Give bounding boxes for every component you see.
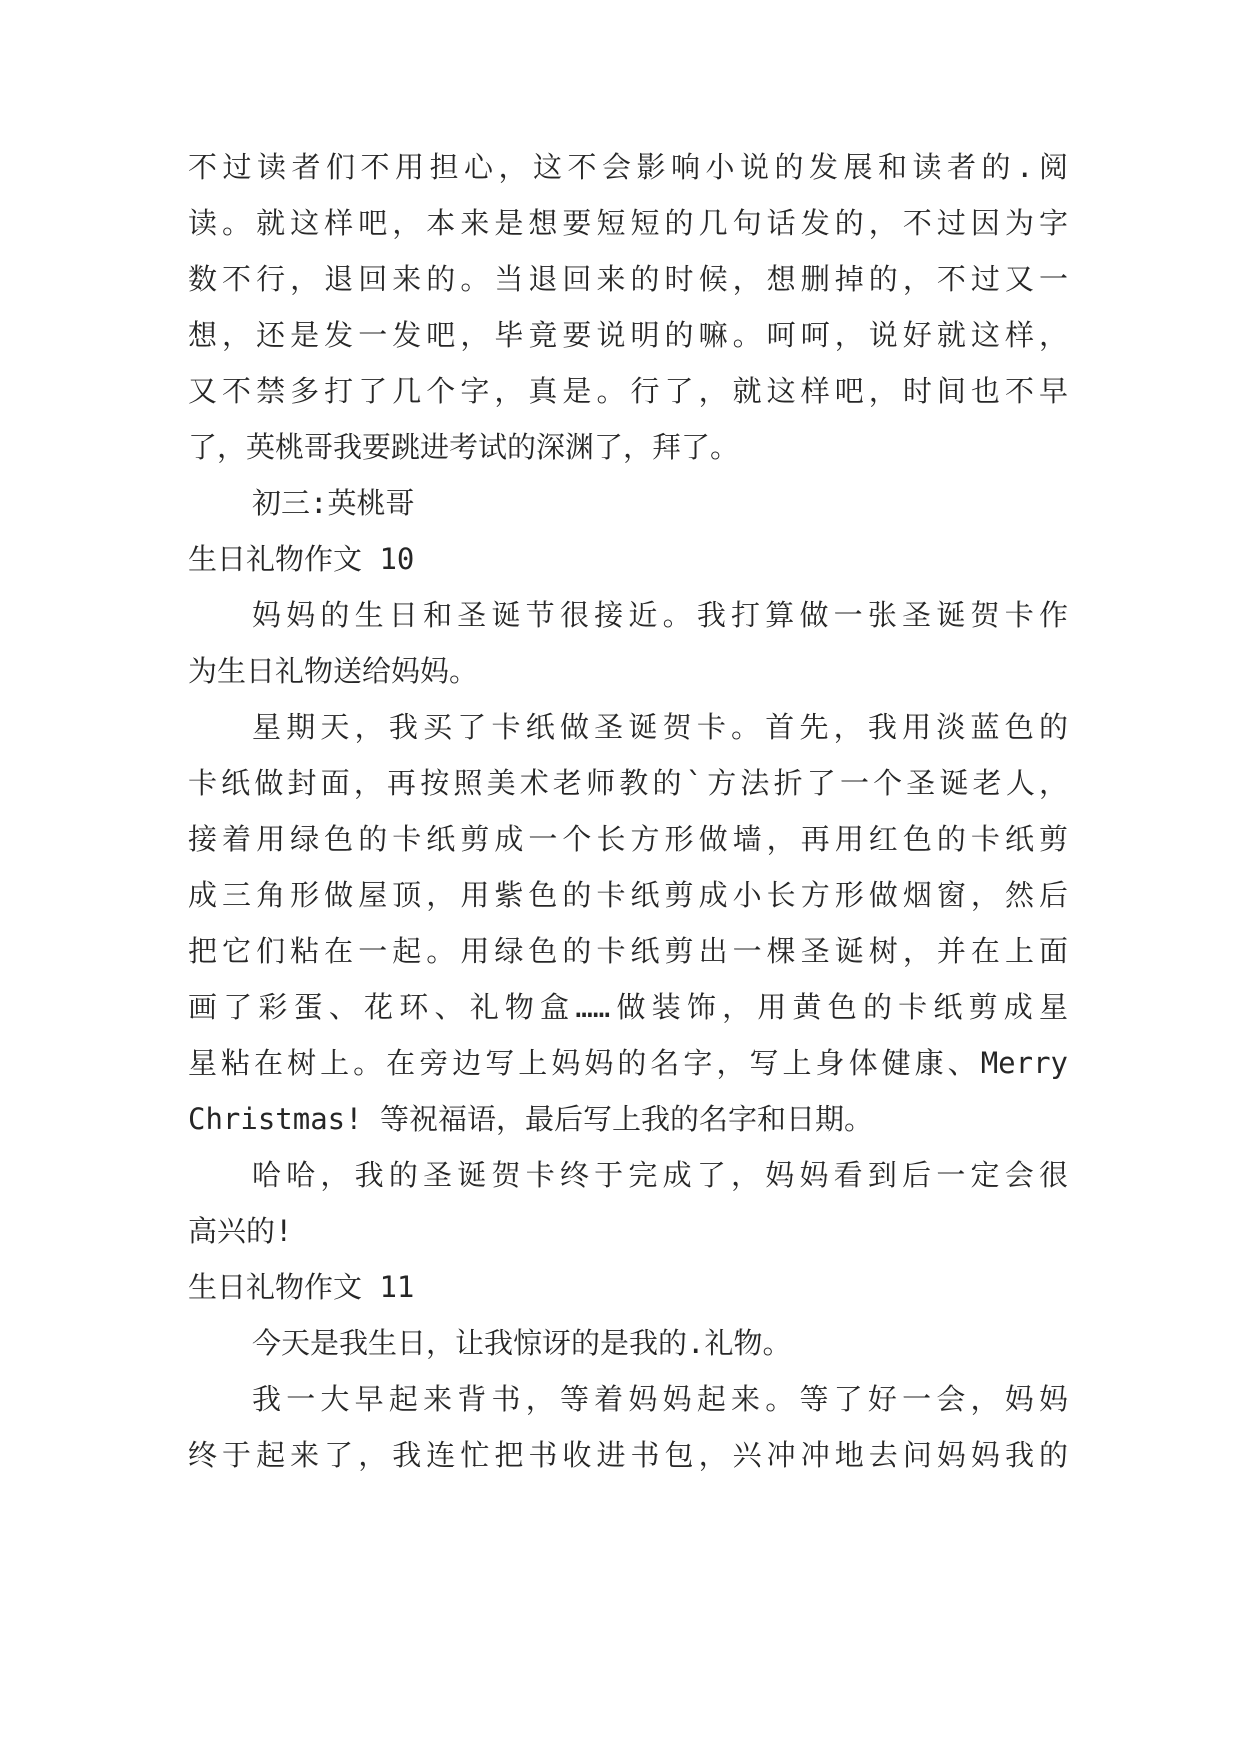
paragraph-line: 为生日礼物送给妈妈。 bbox=[188, 654, 479, 688]
paragraph-line: 想，还是发一发吧，毕竟要说明的嘛。呵呵，说好就这样， bbox=[188, 318, 1068, 352]
paragraph-line: 又不禁多打了几个字，真是。行了，就这样吧，时间也不早 bbox=[188, 374, 1068, 408]
paragraph-line: 星粘在树上。在旁边写上妈妈的名字，写上身体健康、Merry bbox=[188, 1046, 1068, 1080]
signature-line: 初三:英桃哥 bbox=[252, 486, 415, 520]
paragraph-line: 数不行，退回来的。当退回来的时候，想删掉的，不过又一 bbox=[188, 262, 1068, 296]
section-heading: 生日礼物作文 11 bbox=[188, 1270, 415, 1304]
section-heading: 生日礼物作文 10 bbox=[188, 542, 415, 576]
paragraph-line: 不过读者们不用担心，这不会影响小说的发展和读者的.阅 bbox=[188, 150, 1068, 184]
paragraph-line: 妈妈的生日和圣诞节很接近。我打算做一张圣诞贺卡作 bbox=[252, 598, 1068, 632]
paragraph-line: 卡纸做封面，再按照美术老师教的`方法折了一个圣诞老人， bbox=[188, 766, 1068, 800]
paragraph-line: 接着用绿色的卡纸剪成一个长方形做墙，再用红色的卡纸剪 bbox=[188, 822, 1068, 856]
paragraph-line: 了，英桃哥我要跳进考试的深渊了，拜了。 bbox=[188, 430, 740, 464]
paragraph-line: 星期天，我买了卡纸做圣诞贺卡。首先，我用淡蓝色的 bbox=[252, 710, 1068, 744]
paragraph-line: 终于起来了，我连忙把书收进书包，兴冲冲地去问妈妈我的 bbox=[188, 1438, 1068, 1472]
paragraph-line: 今天是我生日，让我惊讶的是我的.礼物。 bbox=[252, 1326, 792, 1360]
paragraph-line: 我一大早起来背书，等着妈妈起来。等了好一会，妈妈 bbox=[252, 1382, 1068, 1416]
paragraph-line: Christmas! 等祝福语，最后写上我的名字和日期。 bbox=[188, 1102, 874, 1136]
paragraph-line: 读。就这样吧，本来是想要短短的几句话发的，不过因为字 bbox=[188, 206, 1068, 240]
paragraph-line: 成三角形做屋顶，用紫色的卡纸剪成小长方形做烟窗，然后 bbox=[188, 878, 1068, 912]
paragraph-line: 高兴的! bbox=[188, 1214, 293, 1248]
paragraph-line: 画了彩蛋、花环、礼物盒……做装饰，用黄色的卡纸剪成星 bbox=[188, 990, 1068, 1024]
paragraph-line: 把它们粘在一起。用绿色的卡纸剪出一棵圣诞树，并在上面 bbox=[188, 934, 1068, 968]
paragraph-line: 哈哈，我的圣诞贺卡终于完成了，妈妈看到后一定会很 bbox=[252, 1158, 1068, 1192]
